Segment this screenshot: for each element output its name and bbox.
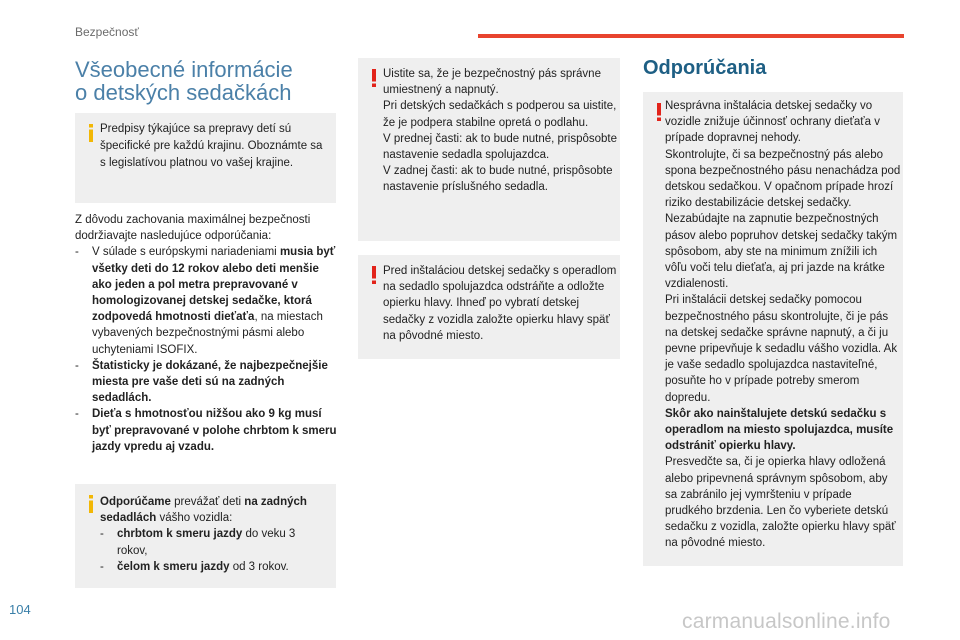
text: od 3 rokov. (229, 560, 289, 573)
watermark: carmanualsonline.info (682, 610, 891, 633)
text: prevážať deti (170, 496, 245, 508)
bold-text: Odporúčame (100, 496, 171, 508)
info-box-legislation-text: Predpisy týkajúce sa prepravy detí sú špecifické pre každú krajinu. Oboznámte sa s legislatívou platnou vo vašej krajine. (100, 123, 323, 169)
info-icon (84, 494, 98, 514)
page-title-line1: Všeobecné informácie (75, 57, 293, 82)
page-title (75, 58, 335, 104)
warning-text: Pred inštaláciou detskej sedačky s operadlom na sedadlo spolujazdca odstráňte a odložte opierku hlavy. Ihneď po vybratí detskej sedačky z vozidla založte opierku hlavy späť na pôvodné miesto. (383, 265, 617, 342)
recommendations-bold (665, 406, 901, 455)
list-item-text: V súlade s európskymi nariadeniami (92, 246, 280, 259)
section-header: Bezpečnosť (75, 25, 139, 39)
list-item: - čelom k smeru jazdy od 3 rokov. (100, 560, 289, 573)
warning-icon (367, 68, 381, 88)
list-item-bold: Štatisticky je dokázané, že najbezpečnejšie miesta pre vaše deti sú na zadných sedadlách. (92, 359, 328, 405)
info-box-legislation (75, 113, 336, 203)
main-text (75, 212, 337, 455)
bold-text: chrbtom k smeru jazdy (117, 528, 243, 541)
bold-text: čelom k smeru jazdy (117, 560, 230, 573)
main-intro: Z dôvodu zachovania maximálnej bezpečnosti dodržiavajte nasledujúce odporúčania: (75, 214, 311, 243)
warning-box-headrest (358, 255, 620, 359)
warning-icon (367, 265, 381, 285)
text: do veku 3 rokov, (117, 528, 296, 557)
warning-box-seatbelt (358, 58, 620, 241)
list-item: - Štatisticky je dokázané, že najbezpečnejšie miesta pre vaše deti sú na zadných sedadlách. (75, 359, 328, 405)
recommendations-text: Nesprávna inštalácia detskej sedačky vo vozidle znižuje účinnosť ochrany dieťaťa v prípade dopravnej nehody. Skontrolujte, či sa bezpečnostný pás alebo spona bezpečnostného pásu nenachádza pod detskou sedačkou. V opačnom prípade hrozí riziko destabilizácie detskej sedačky. Nezabúdajte na zapnutie bezpečnostných pásov alebo popruhov detskej sedačky takým spôsobom, aby ste na minimum znížili ich vôľu voči telu dieťaťa, aj pri jazde na krátke vzdialenosti. Pri inštalácii detskej sedačky pomocou bezpečnostného pásu skontrolujte, či je pás na detskej sedačke správne napnutý, a či ju pevne pripevňuje k sedadlu vášho vozidla. Ak je vaše sedadlo spolujazdca nastaviteľné, posuňte ho v prípade potreby smerom dopredu. (665, 100, 901, 404)
bold-text: Skôr ako nainštalujete detskú sedačku s operadlom na miesto spolujazdca, musíte odstrániť opierku hlavy. (665, 407, 894, 453)
warning-icon (652, 102, 666, 122)
list-item: - V súlade s európskymi nariadeniami musia byť všetky deti do 12 rokov alebo deti menšie ako jeden a pol metra prepravované v homologizovanej detskej sedačke, ktorá zodpovedá hmotnosti dieťaťa, na miestach vybavených bezpečnostnými pásmi alebo uchyteniami ISOFIX. (75, 246, 336, 356)
recommendations-text-2: Presvedčte sa, či je opierka hlavy odložená alebo pripevnená správnym spôsobom, aby sa zabránilo jej vymršteniu v prípade prudkého brzdenia. Len čo vyberiete detskú sedačku z vozidla, založte opierku hlavy späť na pôvodné miesto. (665, 456, 896, 550)
warning-text: Uistite sa, že je bezpečnostný pás správne umiestnený a napnutý. Pri detských sedačkách s podperou sa uistite, že je podpera stabilne opretá o podlahu. V prednej časti: ak to bude nutné, prispôsobte nastavenie sedadla spolujazdca. V zadnej časti: ak to bude nutné, prispôsobte nastavenie príslušného sedadla. (383, 68, 617, 194)
list-item: - Dieťa s hmotnosťou nižšou ako 9 kg musí byť prepravované v polohe chrbtom k smeru jazdy vpredu aj vzadu. (75, 408, 337, 453)
list-item-bold: Dieťa s hmotnosťou nižšou ako 9 kg musí byť prepravované v polohe chrbtom k smeru jazdy vpredu aj vzadu. (92, 408, 337, 453)
info-box-recommendation (75, 484, 336, 588)
warning-box-recommendations (643, 92, 903, 566)
accent-bar (478, 34, 904, 38)
list-item-bold: musia byť všetky deti do 12 rokov alebo deti menšie ako jeden a pol metra prepravované v homologizovanej detskej sedačke, ktorá zodpovedá hmotnosti dieťaťa (92, 246, 336, 324)
text: vášho vozidla: (156, 512, 233, 525)
list-item-tail: , na miestach vybavených bezpečnostnými pásmi alebo uchyteniami ISOFIX. (92, 311, 323, 356)
recommendation-paragraph (100, 494, 328, 526)
info-icon (84, 123, 98, 143)
page-number: 104 (9, 602, 31, 617)
bold-text: na zadných sedadlách (100, 496, 307, 525)
page-title-line2: o detských sedačkách (75, 80, 292, 105)
list-item: - chrbtom k smeru jazdy do veku 3 rokov, (100, 528, 296, 557)
recommendations-heading: Odporúčania (643, 57, 767, 79)
